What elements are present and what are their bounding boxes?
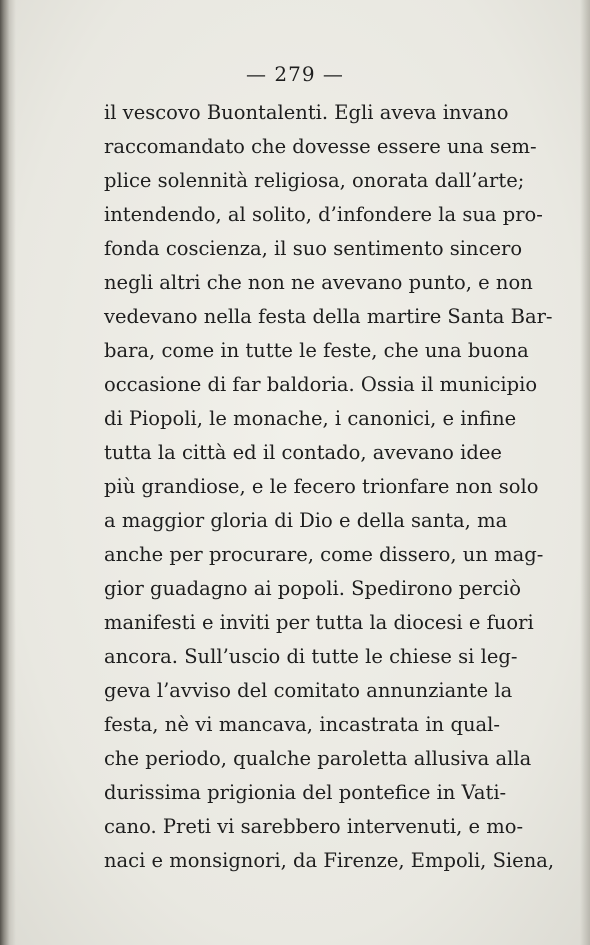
- text-line: geva l’avviso del comitato annunziante la: [104, 679, 513, 702]
- text-line: che periodo, qualche paroletta allusiva alla: [104, 747, 532, 770]
- page-number: — 279 —: [246, 62, 344, 86]
- text-line: occasione di far baldoria. Ossia il municipio: [104, 373, 538, 396]
- text-line: raccomandato che dovesse essere una sem-: [104, 135, 537, 158]
- text-line: plice solennità religiosa, onorata dall’arte;: [104, 169, 525, 192]
- text-line: durissima prigionia del pontefice in Vati-: [104, 781, 507, 804]
- page-edge-shadow: [580, 0, 590, 945]
- text-line: manifesti e inviti per tutta la diocesi e fuori: [104, 611, 534, 634]
- text-line: il vescovo Buontalenti. Egli aveva invano: [104, 101, 509, 124]
- text-line: a maggior gloria di Dio e della santa, ma: [104, 509, 508, 532]
- text-line: negli altri che non ne avevano punto, e non: [104, 271, 533, 294]
- text-line: vedevano nella festa della martire Santa Bar-: [104, 305, 553, 328]
- text-line: ancora. Sull’uscio di tutte le chiese si leg-: [104, 645, 518, 668]
- text-line: anche per procurare, come dissero, un mag-: [104, 543, 544, 566]
- text-line: bara, come in tutte le feste, che una buona: [104, 339, 529, 362]
- text-line: tutta la città ed il contado, avevano idee: [104, 441, 502, 464]
- text-line: intendendo, al solito, d’infondere la sua pro-: [104, 203, 543, 226]
- text-line: fonda coscienza, il suo sentimento sincero: [104, 237, 523, 260]
- text-line: naci e monsignori, da Firenze, Empoli, Siena,: [104, 849, 555, 872]
- text-line: più grandiose, e le fecero trionfare non solo: [104, 475, 539, 498]
- text-line: di Piopoli, le monache, i canonici, e infine: [104, 407, 517, 430]
- text-line: festa, nè vi mancava, incastrata in qual-: [104, 713, 500, 736]
- text-line: gior guadagno ai popoli. Spedirono perciò: [104, 577, 522, 600]
- body-text: [104, 96, 555, 878]
- page-binding-shadow: [0, 0, 16, 945]
- text-line: cano. Preti vi sarebbero intervenuti, e mo-: [104, 815, 524, 838]
